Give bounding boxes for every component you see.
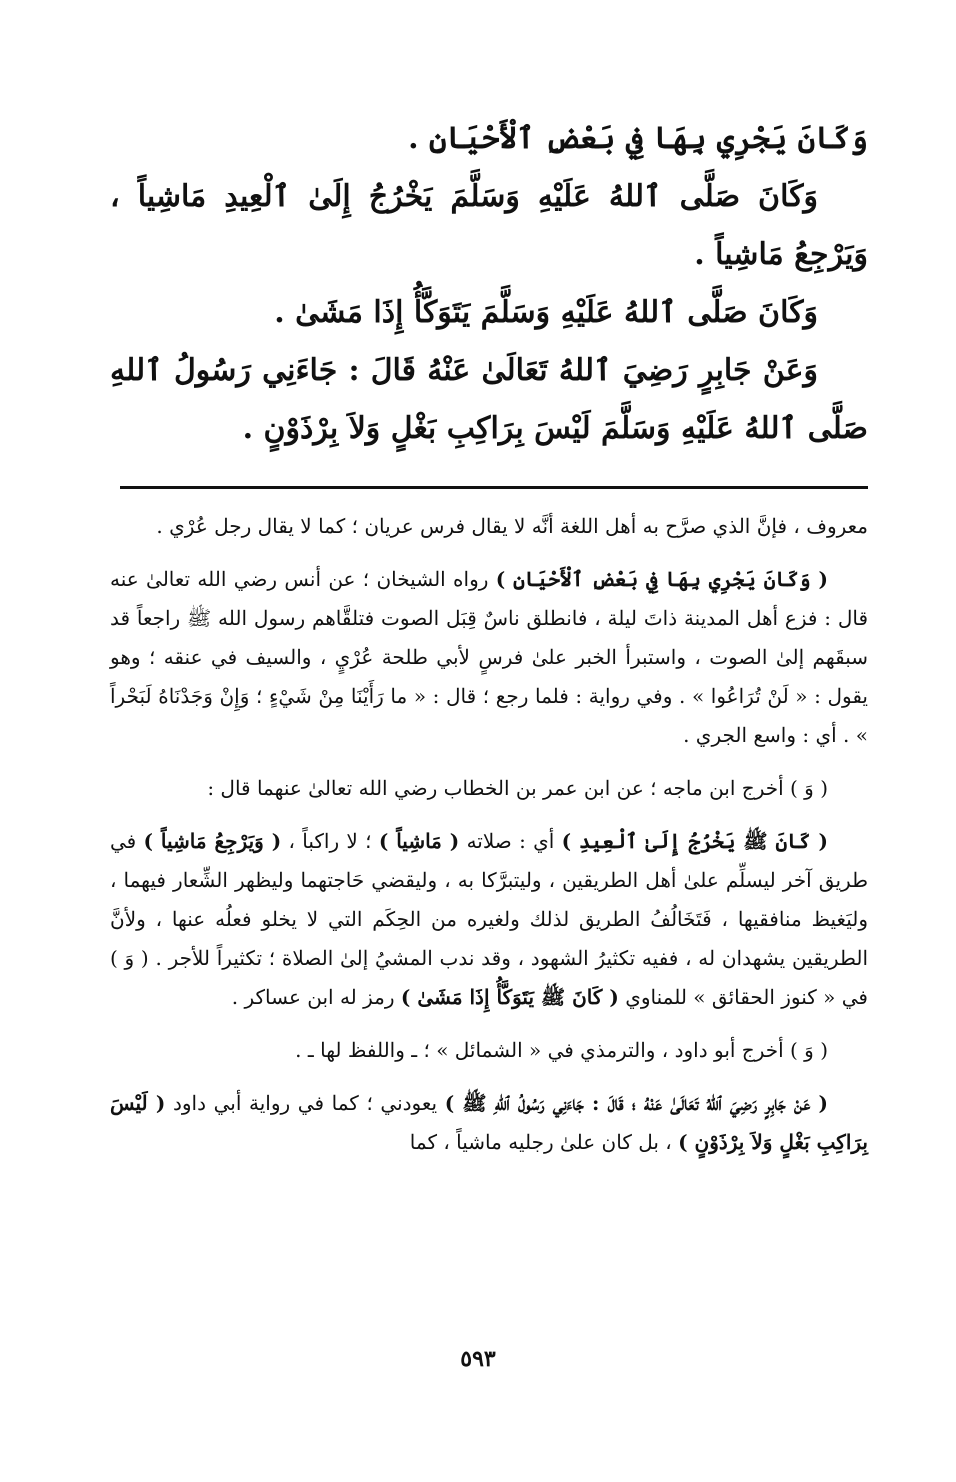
main-text [110,110,868,458]
main-line-4: وَعَنْ جَابِرٍ رَضِيَ ٱللهُ تَعَالَىٰ عَنْهُ قَالَ : جَاءَنِي رَسُولُ ٱللهِ صَلَّى ٱللهُ عَلَيْهِ وَسَلَّمَ لَيْسَ بِرَاكِبِ بَغْلٍ وَلاَ بِرْذَوْنٍ . [110,353,868,446]
quoted-matn: ( كَانَ ﷺ يَخْرُجُ إِلَىٰ ٱلْعِيدِ ) [561,829,829,853]
commentary-text: يعودني ؛ كما في رواية أبي داود [165,1091,445,1115]
commentary-paragraph-2 [110,560,868,755]
main-line-3: وَكَانَ صَلَّى ٱللهُ عَلَيْهِ وَسَلَّمَ يَتَوَكَّأُ إِذَا مَشَىٰ . [274,295,818,330]
commentary-paragraph-1 [110,507,868,546]
main-line-2: وَكَانَ صَلَّى ٱللهُ عَلَيْهِ وَسَلَّمَ يَخْرُجُ إِلَىٰ ٱلْعِيدِ مَاشِياً ، وَيَرْجِعُ مَاشِياً . [110,179,868,272]
quoted-matn: ( لَيْسَ بِرَاكِبِ بَغْلٍ وَلاَ بِرْذَوْنٍ ) [110,1091,868,1154]
commentary-paragraph-6 [110,1084,868,1162]
commentary-text: ( وَ ) أخرج أبو داود ، والترمذي في « الشمائل » ؛ ـ واللفظ لها ـ . [295,1038,828,1062]
page-number: ٥٩٣ [460,1346,496,1372]
commentary-text: أي : صلاته [459,829,562,853]
quoted-matn: ( مَاشِياً ) [378,829,460,853]
commentary-text: رواه الشيخان ؛ عن أنس رضي الله تعالىٰ عنه قال : فزع أهل المدينة ذاتَ ليلة ، فانطلق ناسٌ قِبَل الصوت فتلقَّاهم رسول الله ﷺ راجعاً قد سبقَهم إلىٰ الصوت ، واستبرأ الخبر علىٰ فرسٍ لأبي طلحة عُرْيٍ ، والسيف في عنقه ؛ وهو يقول : « لَنْ تُرَاعُوا » . وفي رواية : فلما رجع ؛ قال : « ما رَأَيْنَا مِنْ شَيْءٍ ؛ وَإِنْ وَجَدْنَاهُ لَبَحْراً » . أي : واسع الجري . [110,567,868,747]
commentary-paragraph-4 [110,822,868,1017]
quoted-matn: ( كَانَ ﷺ يَتَوَكَّأُ إِذَا مَشَىٰ ) [400,985,619,1009]
commentary-text: رمز له ابن عساكر . [231,985,401,1009]
commentary-text: ؛ لا راكباً ، [281,829,379,853]
footnote-divider [120,486,868,489]
commentary-paragraph-5 [110,1031,868,1070]
commentary-text: في طريق آخر ليسلِّم علىٰ أهل الطريقين ، وليتبرَّكا به ، وليقضي حَاجتهما وليظهر الشِّعار فيهما ، وليَغيظ منافقيها ، فَتَخَالُفُ الطريق لذلك ولغيره من الحِكَم التي لا يخلو فعلُه عنها ، ولأنَّ الطريقين يشهدان له ، ففيه تكثيرُ الشهود ، وقد ندب المشيُ إلىٰ الصلاة ؛ تكثيراً للأجر . ( وَ ) في « كنوز الحقائق » للمناوي [110,829,868,1009]
main-line-1: وَكَانَ يَجْرِي بِهَا فِي بَعْضِ ٱلْأَحْيَانِ . [408,121,868,156]
commentary-text: معروف ، فإنَّ الذي صرَّح به أهل اللغة أنَّه لا يقال فرس عريان ؛ كما لا يقال رجل عُرْي . [156,514,868,538]
quoted-matn: ( عَنْ جَابِرٍ رَضِيَ ٱللهُ تَعَالَىٰ عَنْهُ ؛ قَالَ : جَاءَنِي رَسُولُ ٱللهِ ﷺ ) [444,1091,829,1115]
commentary-text: ( وَ ) أخرج ابن ماجه ؛ عن ابن عمر بن الخطاب رضي الله تعالىٰ عنهما قال : [207,776,828,800]
page-body [110,110,868,1176]
commentary-text: ، بل كان علىٰ رجليه ماشياً ، كما [409,1130,679,1154]
quoted-matn: ( وَيَرْجِعُ مَاشِياً ) [143,829,282,853]
quoted-matn: ( وَكَانَ يَجْرِي بِهَا فِي بَعْضِ ٱلْأَحْيَانِ ) [495,567,829,591]
commentary [110,507,868,1162]
commentary-paragraph-3 [110,769,868,808]
